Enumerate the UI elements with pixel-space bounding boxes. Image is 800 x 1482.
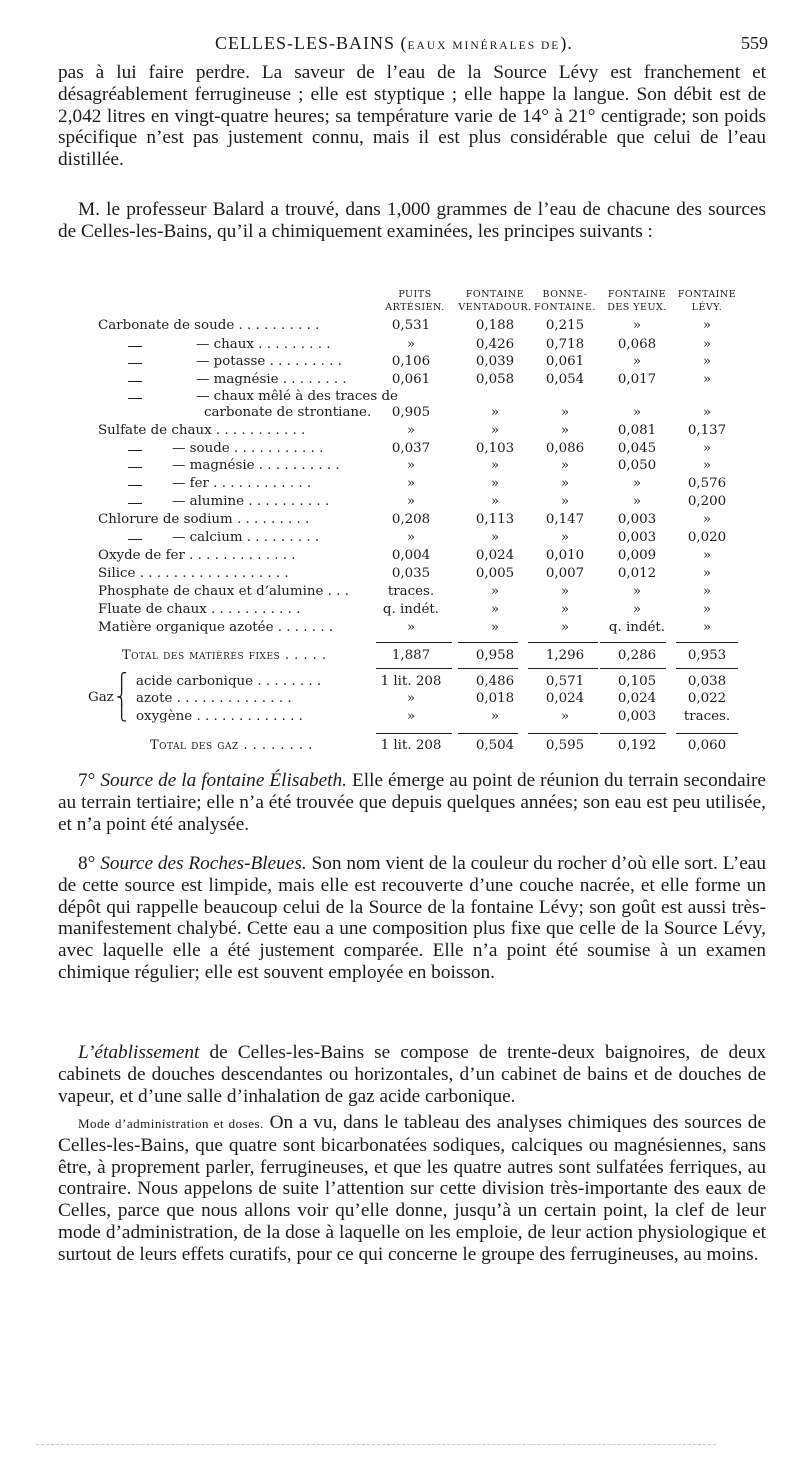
table-cell: 0,105 xyxy=(617,674,657,689)
table-row xyxy=(0,548,800,566)
header-title: CELLES-LES-BAINS (EAUX MINÉRALES DE). xyxy=(215,33,573,53)
sum-rule xyxy=(376,668,452,669)
table-cell: » xyxy=(702,458,712,473)
table-cell: » xyxy=(560,405,570,420)
table-cell: 0,504 xyxy=(475,738,515,753)
table-row xyxy=(0,602,800,620)
sum-rule xyxy=(676,642,738,643)
table-cell: » xyxy=(702,405,712,420)
page-number: 559 xyxy=(741,33,768,53)
table-cell: 0,037 xyxy=(391,441,431,456)
paragraph-etablissement: L’établissement de Celles-les-Bains se compose de trente-deux baignoires, de deux cabinets de douches descendantes ou horizontales, d’un cabinet de bains et de douches de vapeur, et d’une salle d’inhalation de gaz acide carbonique. xyxy=(58,1042,766,1107)
table-cell: 0,020 xyxy=(687,530,727,545)
table-cell: 0,068 xyxy=(617,337,657,352)
table-cell: » xyxy=(490,530,500,545)
sum-rule xyxy=(528,642,598,643)
sum-rule xyxy=(458,733,518,734)
table-cell: 0,200 xyxy=(687,494,727,509)
table-cell: » xyxy=(490,423,500,438)
table-cell: q. indét. xyxy=(608,620,666,635)
table-cell: » xyxy=(490,709,500,724)
row-label: oxygène . . . . . . . . . . . . . xyxy=(136,709,303,724)
row-label: Carbonate de soude . . . . . . . . . . xyxy=(98,318,320,333)
table-cell: 0,137 xyxy=(687,423,727,438)
row-label: Matière organique azotée . . . . . . . xyxy=(98,620,334,635)
table-cell: » xyxy=(560,620,570,635)
row-label: Total des gaz . . . . . . . . xyxy=(150,738,313,753)
table-cell: 0,024 xyxy=(617,691,657,706)
table-cell: 0,086 xyxy=(545,441,585,456)
table-cell: » xyxy=(406,620,416,635)
table-cell: 0,958 xyxy=(475,648,515,663)
table-cell: » xyxy=(702,566,712,581)
table-cell: 1 lit. 208 xyxy=(380,674,442,689)
gas-label: Gaz xyxy=(88,690,114,705)
row-label: Sulfate de chaux . . . . . . . . . . . xyxy=(98,423,306,438)
table-cell: 1 lit. 208 xyxy=(380,738,442,753)
row-label: Chlorure de sodium . . . . . . . . . xyxy=(98,512,310,527)
table-cell: 0,018 xyxy=(475,691,515,706)
table-row xyxy=(0,372,800,390)
sum-rule xyxy=(676,668,738,669)
table-cell: 0,486 xyxy=(475,674,515,689)
sum-rule xyxy=(600,668,666,669)
row-label: — potasse . . . . . . . . . xyxy=(196,354,342,369)
paragraph-balard-intro: M. le professeur Balard a trouvé, dans 1,000 grammes de l’eau de chacune des sources de Celles-les-Bains, qu’il a chimiquement examinées, les principes suivants : xyxy=(58,199,766,242)
row-label: azote . . . . . . . . . . . . . . xyxy=(136,691,292,706)
table-cell: » xyxy=(406,423,416,438)
table-cell: 0,039 xyxy=(475,354,515,369)
table-cell: » xyxy=(702,318,712,333)
table-cell: » xyxy=(702,584,712,599)
table-cell: » xyxy=(490,405,500,420)
table-cell: » xyxy=(490,494,500,509)
table-cell: » xyxy=(632,405,642,420)
table-cell: » xyxy=(702,602,712,617)
table-row xyxy=(0,441,800,459)
table-cell: 0,035 xyxy=(391,566,431,581)
table-cell: » xyxy=(406,458,416,473)
row-label: Phosphate de chaux et d’alumine . . . xyxy=(98,584,349,599)
row-label: — magnésie . . . . . . . . . . xyxy=(172,458,340,473)
table-cell: 0,003 xyxy=(617,709,657,724)
table-cell: » xyxy=(406,530,416,545)
column-header: FONTAINE LÉVY. xyxy=(677,289,737,313)
sum-rule xyxy=(376,642,452,643)
row-label: — fer . . . . . . . . . . . . xyxy=(172,476,312,491)
table-cell: traces. xyxy=(683,709,731,724)
table-cell: 0,286 xyxy=(617,648,657,663)
table-cell: 0,192 xyxy=(617,738,657,753)
table-cell: » xyxy=(406,494,416,509)
table-cell: » xyxy=(632,318,642,333)
table-cell: 0,005 xyxy=(475,566,515,581)
table-cell: 0,106 xyxy=(391,354,431,369)
sum-rule xyxy=(600,642,666,643)
row-label: — calcium . . . . . . . . . xyxy=(172,530,320,545)
table-cell: 0,426 xyxy=(475,337,515,352)
table-cell: » xyxy=(702,441,712,456)
table-cell: 1,887 xyxy=(391,648,431,663)
table-cell: traces. xyxy=(387,584,435,599)
table-cell: » xyxy=(490,458,500,473)
sum-rule xyxy=(676,733,738,734)
table-row xyxy=(0,512,800,530)
table-row xyxy=(0,423,800,441)
table-cell: 0,007 xyxy=(545,566,585,581)
table-cell: 0,050 xyxy=(617,458,657,473)
table-row xyxy=(0,405,800,423)
table-cell: » xyxy=(702,512,712,527)
table-cell: » xyxy=(702,354,712,369)
table-cell: 0,576 xyxy=(687,476,727,491)
table-cell: » xyxy=(702,548,712,563)
table-cell: 0,012 xyxy=(617,566,657,581)
table-cell: » xyxy=(560,476,570,491)
row-label: — alumine . . . . . . . . . . xyxy=(172,494,330,509)
row-label: Total des matières fixes . . . . . xyxy=(122,648,327,663)
table-cell: 0,022 xyxy=(687,691,727,706)
table-cell: » xyxy=(560,530,570,545)
table-row xyxy=(0,337,800,355)
table-cell: 0,003 xyxy=(617,512,657,527)
table-cell: » xyxy=(632,602,642,617)
table-cell: 0,045 xyxy=(617,441,657,456)
table-cell: 0,113 xyxy=(475,512,515,527)
table-cell: » xyxy=(406,709,416,724)
table-row xyxy=(0,530,800,548)
row-label: acide carbonique . . . . . . . . xyxy=(136,674,322,689)
table-cell: 0,054 xyxy=(545,372,585,387)
bottom-scan-mark xyxy=(36,1444,716,1445)
table-cell: » xyxy=(490,476,500,491)
table-cell: » xyxy=(702,372,712,387)
table-cell: 0,147 xyxy=(545,512,585,527)
column-header: BONNE- FONTAINE. xyxy=(534,289,596,313)
table-cell: 0,061 xyxy=(545,354,585,369)
table-cell: 0,060 xyxy=(687,738,727,753)
row-label: Silice . . . . . . . . . . . . . . . . . . xyxy=(98,566,289,581)
sum-rule xyxy=(528,668,598,669)
table-cell: 0,215 xyxy=(545,318,585,333)
table-cell: 0,595 xyxy=(545,738,585,753)
table-cell: 0,103 xyxy=(475,441,515,456)
total-gas-row xyxy=(0,738,800,756)
table-cell: 0,004 xyxy=(391,548,431,563)
table-row xyxy=(0,476,800,494)
sum-rule xyxy=(600,733,666,734)
paragraph-levy-source: pas à lui faire perdre. La saveur de l’eau de la Source Lévy est franchement et désagréablement ferrugineuse ; elle est styptique ; elle happe la langue. Son débit est de 2,042 litres en vingt-quatre heures; sa température varie de 14° à 21° centigrade; son poids spécifique n’est pas justement connu, mais il est plus considérable que celui de l’eau distillée. xyxy=(58,62,766,171)
table-row xyxy=(0,354,800,372)
table-cell: q. indét. xyxy=(382,602,440,617)
row-label: carbonate de strontiane. xyxy=(204,405,372,420)
table-cell: » xyxy=(632,354,642,369)
running-header xyxy=(0,33,800,55)
column-header: FONTAINE VENTADOUR. xyxy=(458,289,532,313)
gas-brace-middle: ⎨ xyxy=(116,688,128,706)
row-label: — chaux mêlé à des traces de xyxy=(196,389,398,404)
table-cell: 0,010 xyxy=(545,548,585,563)
table-cell: » xyxy=(490,584,500,599)
table-cell: » xyxy=(702,620,712,635)
row-label: Oxyde de fer . . . . . . . . . . . . . xyxy=(98,548,296,563)
paragraph-mode-administration: Mode d’administration et doses. On a vu, dans le tableau des analyses chimiques des sources de Celles-les-Bains, que quatre sont bicarbonatées sodiques, calciques ou magnésiennes, sans être, à proprement parler, ferrugineuses, et que les quatre autres sont sulfatées ferriques, au contraire. Nous appelons de suite l’attention sur cette division très-importante des eaux de Celles, parce que nous allons voir qu’elle donne, jusqu’à un certain point, la clef de leur mode d’administration, de la dose à laquelle on les emploie, de leur action physiologique et surtout de leurs effets curatifs, pour ce qui concerne le groupe des ferrugineuses, au moins. xyxy=(58,1112,766,1265)
table-cell: 0,208 xyxy=(391,512,431,527)
table-cell: » xyxy=(560,423,570,438)
table-cell: 0,009 xyxy=(617,548,657,563)
table-row xyxy=(0,584,800,602)
table-row xyxy=(0,494,800,512)
table-cell: 0,024 xyxy=(475,548,515,563)
paragraph-roches-bleues: 8° Source des Roches-Bleues. Son nom vient de la couleur du rocher d’où elle sort. L’eau de cette source est limpide, mais elle est recouverte d’une couche nacrée, et elle forme un dépôt qui rappelle beaucoup celui de la Source de la fontaine Lévy; son goût est aussi très-manifestement chalybé. Cette eau a une composition plus fixe que celle de la Source Lévy, avec laquelle elle a été justement comparée. Elle n’a point été soumise à un examen chimique régulier; elle est souvent employée en boisson. xyxy=(58,853,766,983)
row-label: — soude . . . . . . . . . . . xyxy=(172,441,324,456)
total-fixed-row xyxy=(0,648,800,666)
table-cell: » xyxy=(632,494,642,509)
table-cell: 0,017 xyxy=(617,372,657,387)
table-cell: 0,081 xyxy=(617,423,657,438)
table-row xyxy=(0,458,800,476)
row-label: — chaux . . . . . . . . . xyxy=(196,337,331,352)
table-cell: 0,003 xyxy=(617,530,657,545)
table-cell: » xyxy=(632,584,642,599)
paragraph-source-elisabeth: 7° Source de la fontaine Élisabeth. Elle émerge au point de réunion du terrain secondaire au terrain tertiaire; elle n’a été trouvée que depuis quelques années; son eau est peu utilisée, et n’a point été analysée. xyxy=(58,770,766,835)
table-cell: » xyxy=(406,691,416,706)
table-cell: » xyxy=(560,494,570,509)
table-row xyxy=(0,620,800,638)
sum-rule xyxy=(528,733,598,734)
table-row xyxy=(0,318,800,336)
table-cell: » xyxy=(632,476,642,491)
table-cell: » xyxy=(490,620,500,635)
sum-rule xyxy=(376,733,452,734)
gas-brace-bottom: ⎩ xyxy=(116,704,128,722)
table-cell: 0,531 xyxy=(391,318,431,333)
table-cell: » xyxy=(406,476,416,491)
column-header: FONTAINE DES YEUX. xyxy=(607,289,667,313)
table-cell: 0,038 xyxy=(687,674,727,689)
sum-rule xyxy=(458,642,518,643)
column-header: PUITS ARTÉSIEN. xyxy=(385,289,445,313)
row-label: Fluate de chaux . . . . . . . . . . . xyxy=(98,602,301,617)
table-cell: » xyxy=(406,337,416,352)
table-cell: 0,571 xyxy=(545,674,585,689)
gas-brace-top: ⎧ xyxy=(116,672,128,690)
table-cell: » xyxy=(560,584,570,599)
table-cell: » xyxy=(560,709,570,724)
table-cell: 0,061 xyxy=(391,372,431,387)
sum-rule xyxy=(458,668,518,669)
table-cell: » xyxy=(702,337,712,352)
table-cell: 0,188 xyxy=(475,318,515,333)
table-cell: 0,024 xyxy=(545,691,585,706)
table-cell: » xyxy=(560,458,570,473)
table-cell: 0,718 xyxy=(545,337,585,352)
table-cell: 0,953 xyxy=(687,648,727,663)
table-cell: 0,058 xyxy=(475,372,515,387)
row-label: — magnésie . . . . . . . . xyxy=(196,372,347,387)
table-cell: 0,905 xyxy=(391,405,431,420)
table-cell: » xyxy=(490,602,500,617)
table-cell: » xyxy=(560,602,570,617)
table-row xyxy=(0,566,800,584)
table-cell: 1,296 xyxy=(545,648,585,663)
